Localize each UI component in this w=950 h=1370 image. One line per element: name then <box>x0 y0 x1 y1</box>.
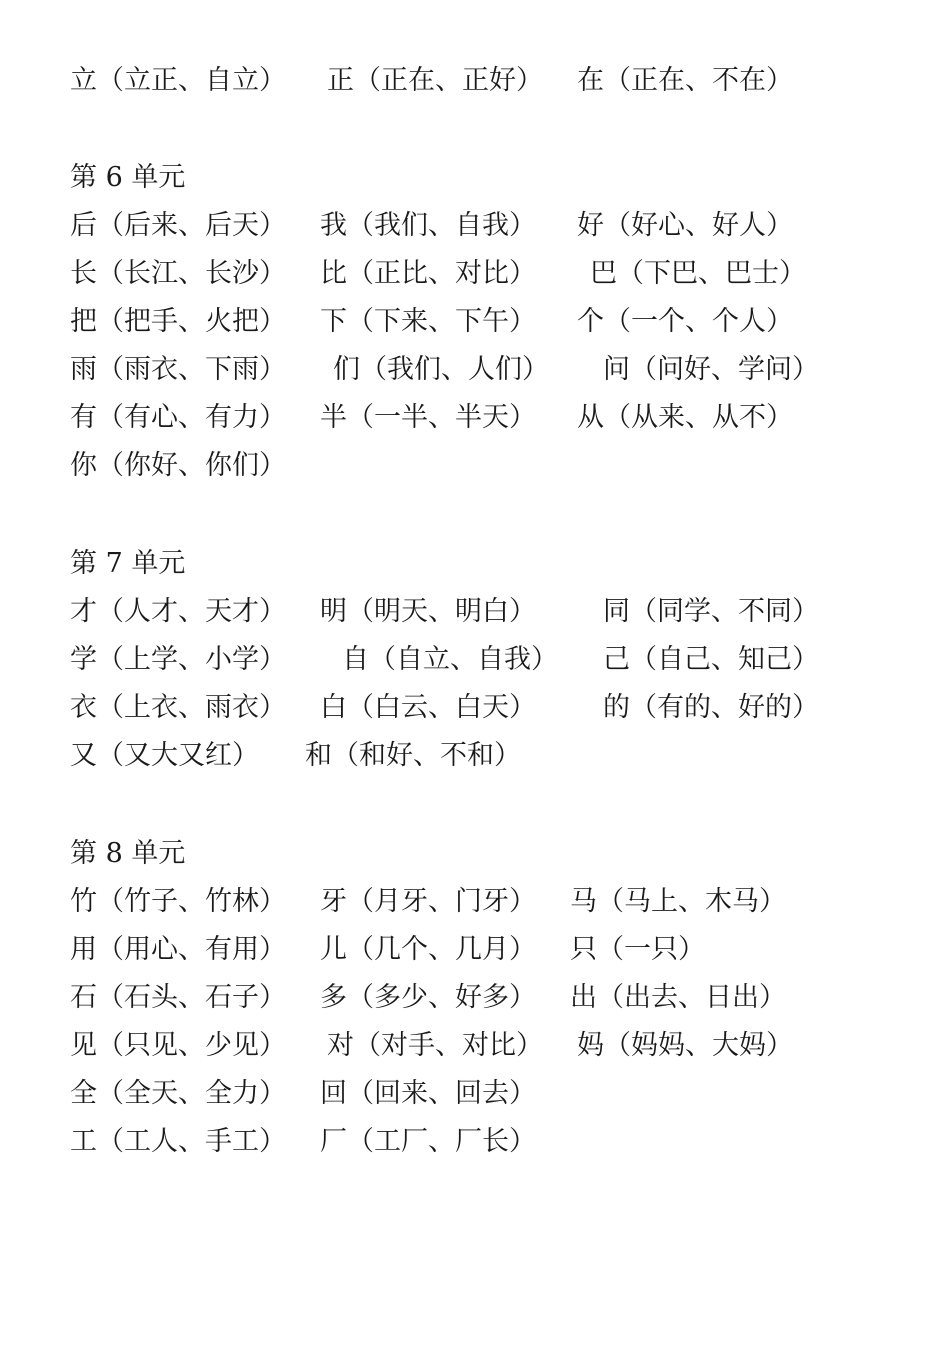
word-row <box>0 350 950 390</box>
word-entry: 从（从来、从不） <box>577 402 793 433</box>
word-entry: 雨（雨衣、下雨） <box>70 354 286 385</box>
word-entry: 己（自己、知己） <box>603 644 819 675</box>
word-entry: 又（又大又红） <box>70 740 259 771</box>
unit-heading: 第 8 单元 <box>70 838 186 869</box>
word-entry: 正（正在、正好） <box>327 65 543 96</box>
unit-heading: 第 7 单元 <box>70 548 186 579</box>
word-entry: 白（白云、白天） <box>320 692 536 723</box>
word-entry: 同（同学、不同） <box>603 596 819 627</box>
word-entry: 好（好心、好人） <box>577 210 793 241</box>
word-entry: 巴（下巴、巴士） <box>590 258 806 289</box>
word-entry: 在（正在、不在） <box>577 65 793 96</box>
word-row <box>0 688 950 728</box>
word-entry: 半（一半、半天） <box>320 402 536 433</box>
word-entry: 和（和好、不和） <box>305 740 521 771</box>
word-entry: 立（立正、自立） <box>70 65 286 96</box>
word-entry: 长（长江、长沙） <box>70 258 286 289</box>
word-entry: 我（我们、自我） <box>320 210 536 241</box>
unit-heading: 第 6 单元 <box>70 162 186 193</box>
word-row <box>0 446 950 486</box>
word-entry: 见（只见、少见） <box>70 1030 286 1061</box>
word-entry: 才（人才、天才） <box>70 596 286 627</box>
word-entry: 妈（妈妈、大妈） <box>577 1030 793 1061</box>
word-entry: 厂（工厂、厂长） <box>320 1126 536 1157</box>
word-row <box>0 592 950 632</box>
word-row <box>0 930 950 970</box>
word-row <box>0 206 950 246</box>
word-entry: 个（一个、个人） <box>577 306 793 337</box>
word-entry: 把（把手、火把） <box>70 306 286 337</box>
word-entry: 有（有心、有力） <box>70 402 286 433</box>
word-entry: 儿（几个、几月） <box>320 934 536 965</box>
word-entry: 学（上学、小学） <box>70 644 286 675</box>
word-entry: 工（工人、手工） <box>70 1126 286 1157</box>
word-entry: 你（你好、你们） <box>70 450 286 481</box>
word-entry: 对（对手、对比） <box>327 1030 543 1061</box>
word-entry: 的（有的、好的） <box>603 692 819 723</box>
word-row <box>0 978 950 1018</box>
word-row <box>0 398 950 438</box>
word-entry: 马（马上、木马） <box>570 886 786 917</box>
word-entry: 多（多少、好多） <box>320 982 536 1013</box>
word-entry: 问（问好、学问） <box>603 354 819 385</box>
word-entry: 自（自立、自我） <box>342 644 558 675</box>
word-entry: 出（出去、日出） <box>570 982 786 1013</box>
word-entry: 回（回来、回去） <box>320 1078 536 1109</box>
word-entry: 们（我们、人们） <box>333 354 549 385</box>
word-row <box>0 61 950 101</box>
word-row <box>0 1122 950 1162</box>
word-entry: 用（用心、有用） <box>70 934 286 965</box>
word-entry: 石（石头、石子） <box>70 982 286 1013</box>
word-entry: 衣（上衣、雨衣） <box>70 692 286 723</box>
word-row <box>0 882 950 922</box>
word-row <box>0 1026 950 1066</box>
word-entry: 比（正比、对比） <box>320 258 536 289</box>
word-row <box>0 1074 950 1114</box>
word-row <box>0 640 950 680</box>
word-entry: 只（一只） <box>570 934 705 965</box>
word-row <box>0 254 950 294</box>
word-row <box>0 736 950 776</box>
word-entry: 竹（竹子、竹林） <box>70 886 286 917</box>
word-row <box>0 302 950 342</box>
word-entry: 后（后来、后天） <box>70 210 286 241</box>
word-entry: 下（下来、下午） <box>320 306 536 337</box>
word-entry: 牙（月牙、门牙） <box>320 886 536 917</box>
word-entry: 明（明天、明白） <box>320 596 536 627</box>
word-entry: 全（全天、全力） <box>70 1078 286 1109</box>
